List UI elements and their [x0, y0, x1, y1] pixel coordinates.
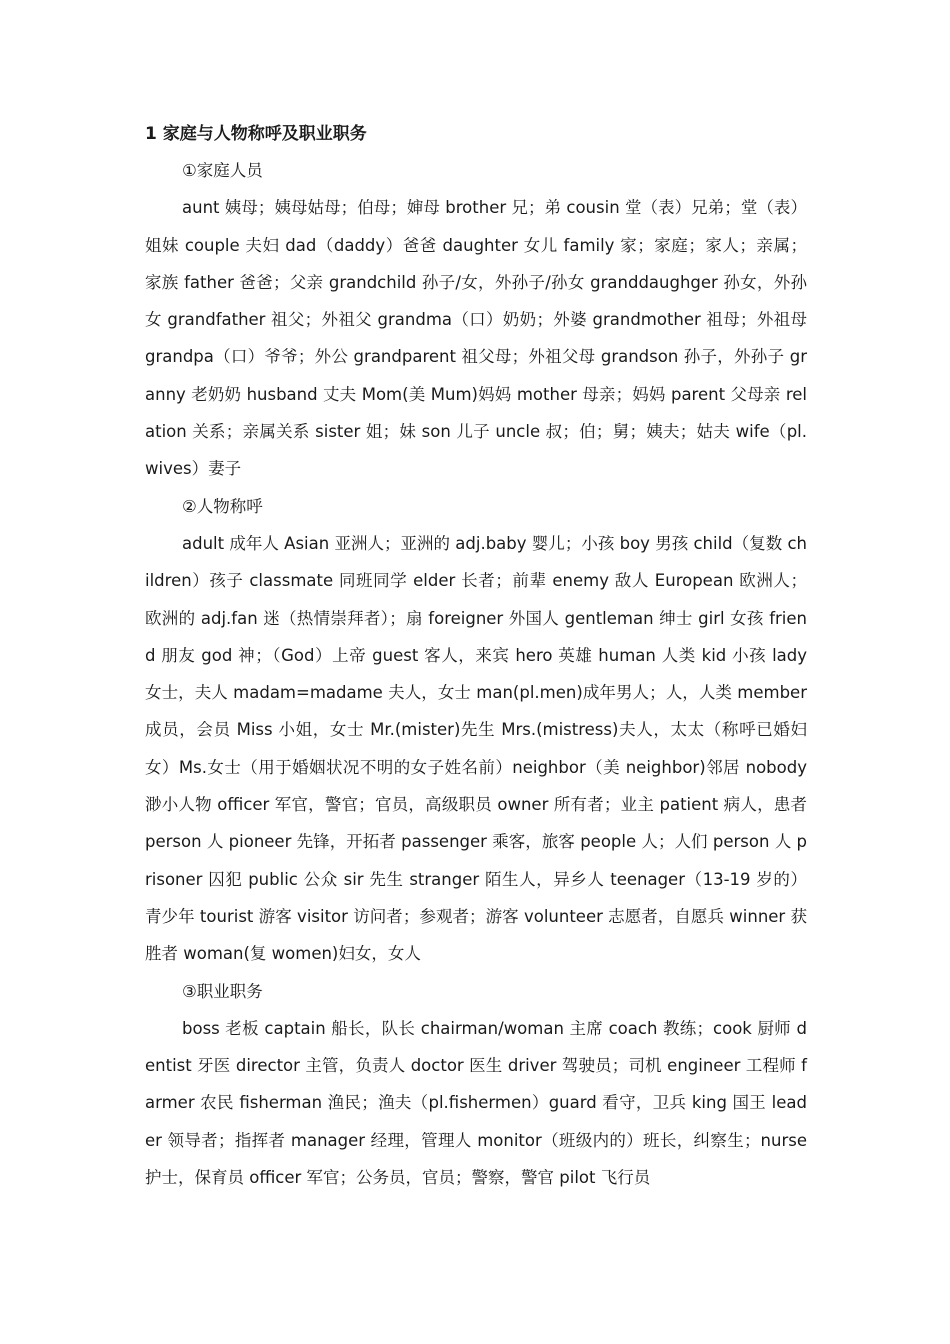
subsection-heading-people: ②人物称呼 — [182, 496, 263, 516]
document-page — [145, 116, 807, 1196]
paragraph-family-members: aunt 姨母；姨母姑母；伯母；婶母 brother 兄；弟 cousin 堂（表）兄弟；堂（表）姐妹 couple 夫妇 dad（daddy）爸爸 daughter 女儿 family 家；家庭；家人；亲属；家族 father 爸爸；父亲 grandchild 孙子/女，外孙子/孙女 granddaughger 孙女，外孙女 grandfather 祖父；外祖父 grandma（口）奶奶；外婆 grandmother 祖母；外祖母 grandpa（口）爷爷；外公 grandparent 祖父母；外祖父母 grandson 孙子，外孙子 granny 老奶奶 husband 丈夫 Mom(美 Mum)妈妈 mother 母亲；妈妈 parent 父母亲 relation 关系；亲属关系 sister 姐；妹 son 儿子 uncle 叔；伯；舅；姨夫；姑夫 wife（pl.wives）妻子 — [145, 198, 807, 479]
subsection-heading-family: ①家庭人员 — [182, 161, 263, 180]
subsection-heading-occupations: ③职业职务 — [182, 981, 263, 1001]
paragraph-occupations: boss 老板 captain 船长，队长 chairman/woman 主席 coach 教练；cook 厨师 dentist 牙医 director 主管，负责人 doctor 医生 driver 驾驶员；司机 engineer 工程师 farmer 农民 fisherman 渔民；渔夫（pl.fishermen）guard 看守，卫兵 king 国王 leader 领导者；指挥者 manager 经理，管理人 monitor（班级内的）班长，纠察生；nurse 护士，保育员 officer 军官；公务员，官员；警察，警官 pilot 飞行员 — [145, 1018, 807, 1188]
paragraph-people-titles: adult 成年人 Asian 亚洲人；亚洲的 adj.baby 婴儿；小孩 boy 男孩 child（复数 children）孩子 classmate 同班同学 elder 长者；前辈 enemy 敌人 European 欧洲人；欧洲的 adj.fan 迷（热情崇拜者）；扇 foreigner 外国人 gentleman 绅士 girl 女孩 friend 朋友 god 神；（God）上帝 guest 客人，来宾 hero 英雄 human 人类 kid 小孩 lady 女士，夫人 madam=madame 夫人，女士 man(pl.men)成年男人；人，人类 member 成员，会员 Miss 小姐，女士 Mr.(mister)先生 Mrs.(mistress)夫人，太太（称呼已婚妇女）Ms.女士（用于婚姻状况不明的女子姓名前）neighbor（美 neighbor)邻居 nobody 渺小人物 officer 军官，警官；官员，高级职员 owner 所有者；业主 patient 病人，患者 person 人 pioneer 先锋，开拓者 passenger 乘客，旅客 people 人；人们 person 人 prisoner 囚犯 public 公众 sir 先生 stranger 陌生人，异乡人 teenager（13-19 岁的）青少年 tourist 游客 visitor 访问者；参观者；游客 volunteer 志愿者，自愿兵 winner 获胜者 woman(复 women)妇女，女人 — [145, 533, 808, 964]
section-title: 1 家庭与人物称呼及职业职务 — [145, 124, 367, 144]
